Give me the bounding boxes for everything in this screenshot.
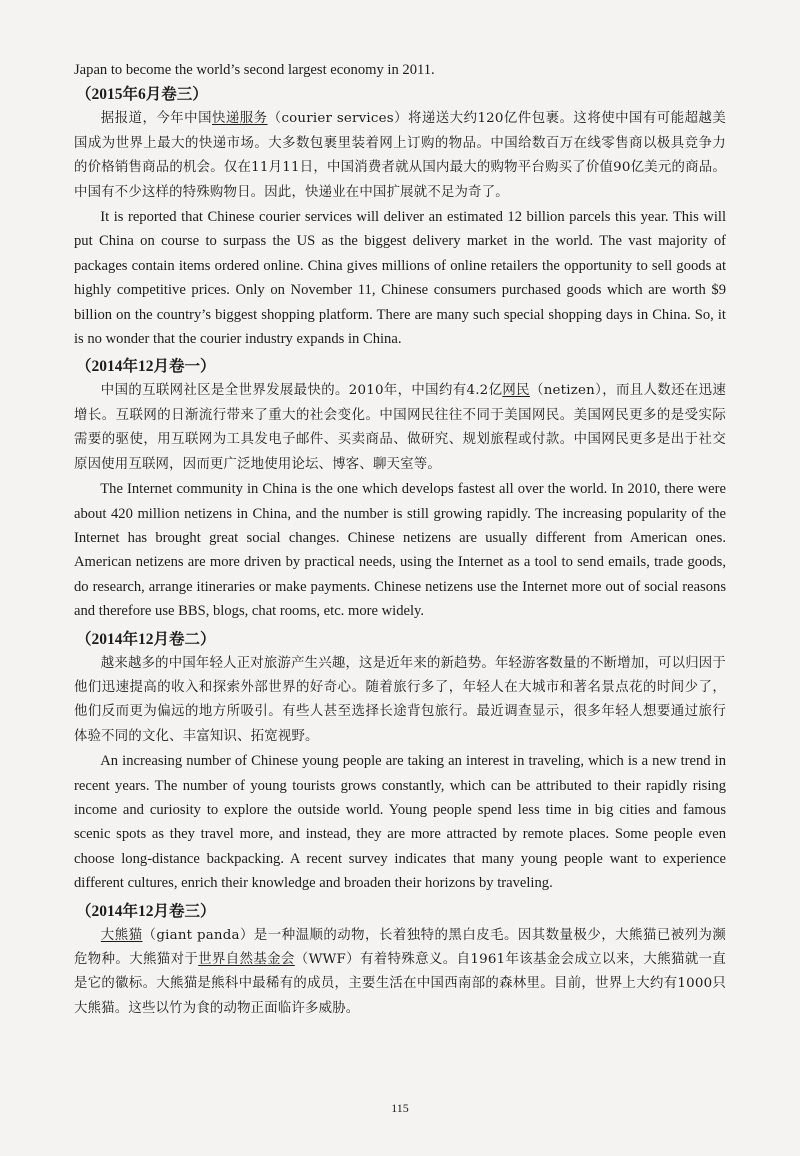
section-heading: （2014年12月卷三）: [76, 902, 216, 920]
english-paragraph: It is reported that Chinese courier services will deliver an estimated 12 billion parcels this year. This will put China on course to surpass the US as the biggest delivery market in the world. The vast majority of packages contain items ordered online. China gives millions of online retailers the opportunity to sell goods at highly competitive prices. Only on November 11, Chinese consumers purchased goods which are worth $9 billion on the country’s biggest shopping platform. There are many such special shopping days in China. So, it is no wonder that the courier industry expands in China.: [74, 209, 726, 348]
text-run: （WWF）有着特殊意义。自1961年该基金会成立以来，大熊猫就一直是它的徽标。大熊猫是熊科中最稀有的成员，主要生活在中国西南部的森林里。目前，世界上大约有1000只大熊猫。这些以竹为食的动物正面临许多威胁。: [74, 952, 727, 1016]
underlined-term: 快递服务: [211, 111, 268, 127]
section-heading: （2015年6月卷三）: [76, 86, 208, 104]
continued-line: Japan to become the world’s second largest economy in 2011.: [74, 62, 435, 78]
underlined-term: 网民: [502, 383, 530, 399]
section-heading: （2014年12月卷二）: [76, 630, 216, 648]
underlined-term: 世界自然基金会: [198, 952, 295, 967]
text-run: （giant panda）是一种温顺的动物，长着独特的黑白皮毛。因其数量极少，大熊猫已被列为濒危物种。大熊猫对于: [74, 927, 726, 967]
page-number: 115: [391, 1101, 409, 1115]
english-paragraph: The Internet community in China is the one which develops fastest all over the world. In 2010, there were about 420 million netizens in China, and the number is still growing rapidly. The increasing popularity of the Internet has brought great social changes. Chinese netizens are usually different from American ones. American netizens are more driven by practical needs, using the Internet as a tool to send emails, trade goods, do research, arrange itineraries or make payments. Chinese netizens use the Internet more out of social reasons and therefore use BBS, blogs, chat rooms, etc. more widely.: [74, 481, 726, 620]
chinese-paragraph: [74, 652, 726, 750]
section-2014-12-1: [74, 355, 726, 623]
text-run: （courier services）将递送大约120亿件包裹。这将使中国有可能超越美国成为世界上最大的快递市场。大多数包裹里装着网上订购的物品。中国给数百万在线零售商以极具竞争力的价格销售商品的机会。仅在11月11日，中国消费者就从国内最大的购物平台购买了价值90亿美元的商品。中国有不少这样的特殊购物日。因此，快递业在中国扩展就不足为奇了。: [74, 111, 726, 200]
section-2014-12-2: [74, 628, 726, 896]
chinese-paragraph: [74, 107, 726, 205]
chinese-paragraph: [74, 379, 726, 477]
text-run: 越来越多的中国年轻人正对旅游产生兴趣，这是近年来的新趋势。年轻游客数量的不断增加，可以归因于他们迅速提高的收入和探索外部世界的好奇心。随着旅行多了，年轻人在大城市和著名景点花的时间少了，他们反而更为偏远的地方所吸引。有些人甚至选择长途背包旅行。最近调查显示，很多年轻人想要通过旅行体验不同的文化、丰富知识、拓宽视野。: [74, 655, 726, 744]
english-paragraph: An increasing number of Chinese young people are taking an interest in traveling, which is a new trend in recent years. The number of young tourists grows constantly, which can be attributed to their rapidly rising income and curiosity to explore the outside world. Young people spend less time in big cities and famous scenic spots as they travel more, and instead, they are more attracted by remote places. Some people even choose long-distance backpacking. A recent survey indicates that many young people want to experience different cultures, enrich their knowledge and broaden their horizons by traveling.: [74, 753, 726, 892]
chinese-paragraph: [74, 924, 726, 1022]
text-run: 据报道，今年中国: [100, 111, 212, 127]
underlined-term: 大熊猫: [100, 927, 143, 943]
text-run: （netizen），而且人数还在迅速增长。互联网的日渐流行带来了重大的社会变化。中国网民往往不同于美国网民。美国网民更多的是受实际需要的驱使，用互联网为工具发电子邮件、买卖商品、做研究、规划旅程或付款。中国网民更多是出于社交原因使用互联网，因而更广泛地使用论坛、博客、聊天室等。: [74, 383, 726, 472]
text-run: 中国的互联网社区是全世界发展最快的。2010年，中国约有4.2亿: [100, 383, 503, 399]
section-heading: （2014年12月卷一）: [76, 358, 216, 376]
section-2015-06-3: [74, 83, 726, 351]
section-2014-12-3: [74, 900, 726, 1022]
